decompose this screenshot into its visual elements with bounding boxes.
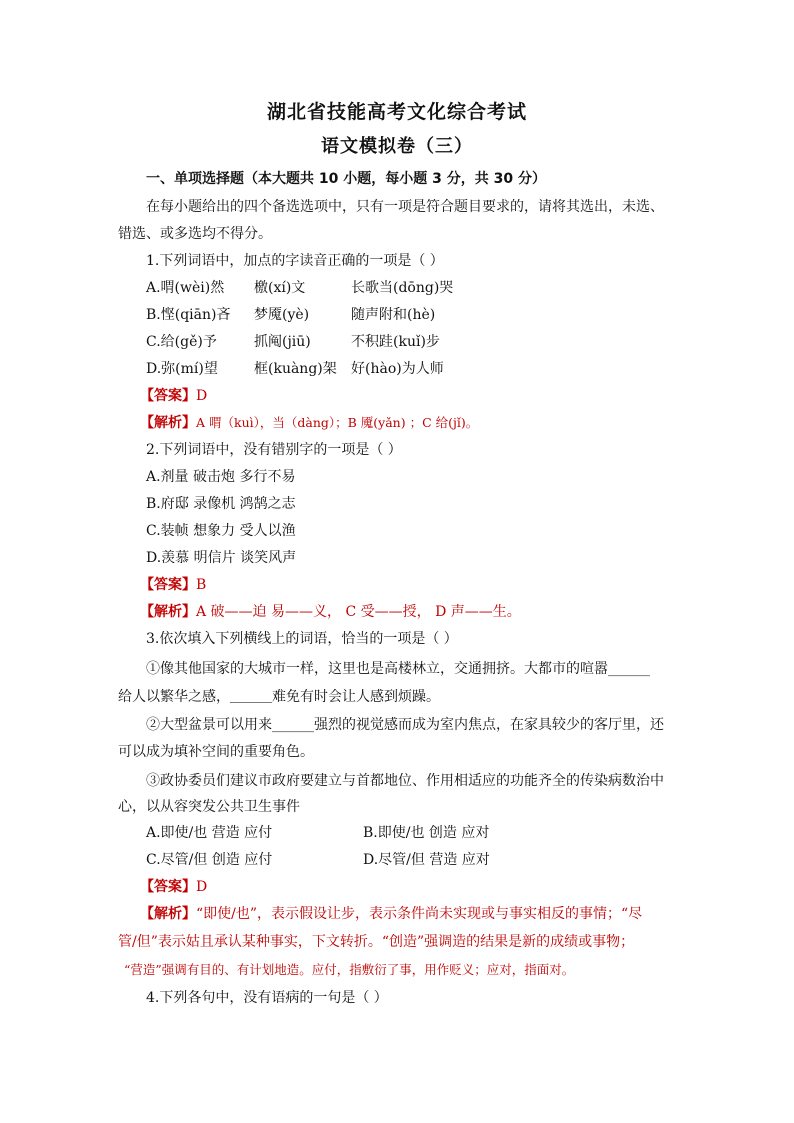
option-text: D.尽管/但 营造 应对 — [363, 852, 490, 868]
option-text: 檄(xí)文 — [254, 280, 306, 296]
question-1-analysis — [140, 414, 478, 432]
analysis-label: 【解析】 — [140, 415, 196, 431]
question-3-analysis-line-3: “营造”强调有目的、有计划地造。应付，指敷衍了事，用作贬义；应对，指面对。 — [124, 962, 575, 977]
analysis-text: “即使/也”，表示假设让步，表示条件尚未实现或与事实相反的事情；“尽 — [196, 906, 643, 922]
option-text: 梦魇(yè) — [254, 307, 310, 323]
question-3-stem: 3.依次填入下列横线上的词语，恰当的一项是（ ） — [146, 631, 458, 647]
answer-value: D — [196, 879, 208, 895]
question-2-answer — [140, 576, 206, 594]
question-4-stem: 4.下列各句中，没有语病的一句是（ ） — [146, 990, 388, 1006]
question-1-stem: 1.下列词语中，加点的字读音正确的一项是（ ） — [146, 253, 444, 269]
option-text: B.即使/也 创造 应对 — [363, 825, 490, 841]
question-2-analysis — [140, 603, 521, 621]
question-3-item-3-a: ③政协委员们建议市政府要建立与首都地位、作用相适应的功能齐全的传染病数治中 — [146, 773, 664, 789]
option-text: A.喟(wèi)然 — [146, 280, 225, 296]
answer-value: B — [196, 577, 207, 593]
option-text: A.即使/也 营造 应付 — [146, 825, 273, 841]
option-text: 框(kuàng)架 — [254, 361, 337, 377]
analysis-text: A 喟（kuì），当（dàng）；B 魇(yǎn) ；C 给(jǐ)。 — [196, 415, 479, 430]
question-3-answer — [140, 878, 207, 896]
analysis-label: 【解析】 — [140, 604, 196, 620]
question-3-item-2-a: ②大型盆景可以用来______强烈的视觉感而成为室内焦点，在家具较少的客厅里，还 — [146, 717, 664, 733]
question-2-stem: 2.下列词语中，没有错别字的一项是（ ） — [146, 442, 402, 458]
question-3-item-3-b: 心，以从容突发公共卫生事件 — [118, 799, 300, 815]
analysis-label: 【解析】 — [140, 906, 196, 922]
section-intro-line-1: 在每小题给出的四个备选选项中，只有一项是符合题目要求的，请将其选出，未选、 — [146, 199, 664, 215]
question-2-option-d: D.羡慕 明信片 谈笑风声 — [146, 550, 297, 566]
exam-subtitle: 语文模拟卷（三） — [321, 136, 473, 157]
option-text: 好(hào)为人师 — [351, 361, 444, 377]
answer-value: D — [196, 388, 208, 404]
answer-label: 【答案】 — [140, 388, 196, 404]
option-text: C.给(gě)予 — [146, 334, 217, 350]
question-3-item-2-b: 可以成为填补空间的重要角色。 — [118, 744, 314, 760]
question-3-analysis-line-2: 管/但”表示姑且承认某种事实，下文转折。“创造”强调造的结果是新的成绩或事物； — [118, 934, 635, 950]
question-3-analysis-line-1 — [140, 905, 642, 923]
section-intro-line-2: 错选、或多选均不得分。 — [118, 226, 272, 242]
question-2-option-b: B.府邸 录像机 鸿鹄之志 — [146, 496, 296, 512]
question-3-item-1-b: 给人以繁华之感，＿＿＿难免有时会让人感到烦躁。 — [118, 689, 440, 705]
option-text: 长歌当(dōng)哭 — [351, 280, 454, 296]
option-text: B.悭(qiān)吝 — [146, 307, 231, 323]
option-text: 抓阄(jiū) — [254, 334, 311, 350]
option-text: C.尽管/但 创造 应付 — [146, 852, 273, 868]
answer-label: 【答案】 — [140, 577, 196, 593]
option-text: D.弥(mí)望 — [146, 361, 218, 377]
question-3-item-1-a: ①像其他国家的大城市一样，这里也是高楼林立，交通拥挤。大都市的喧嚣______ — [146, 661, 650, 677]
section-heading: 一、单项选择题（本大题共 10 小题，每小题 3 分，共 30 分） — [146, 171, 546, 187]
question-2-option-a: A.剂量 破击炮 多行不易 — [146, 469, 296, 485]
question-1-answer — [140, 387, 207, 405]
answer-label: 【答案】 — [140, 879, 196, 895]
question-2-option-c: C.装帧 想象力 受人以渔 — [146, 523, 296, 539]
option-text: 随声附和(hè) — [351, 307, 436, 323]
option-text: 不积跬(kuǐ)步 — [351, 334, 440, 350]
analysis-text: A 破——迫 易——义， C 受——授， D 声——生。 — [196, 604, 521, 620]
exam-title: 湖北省技能高考文化综合考试 — [266, 101, 527, 123]
